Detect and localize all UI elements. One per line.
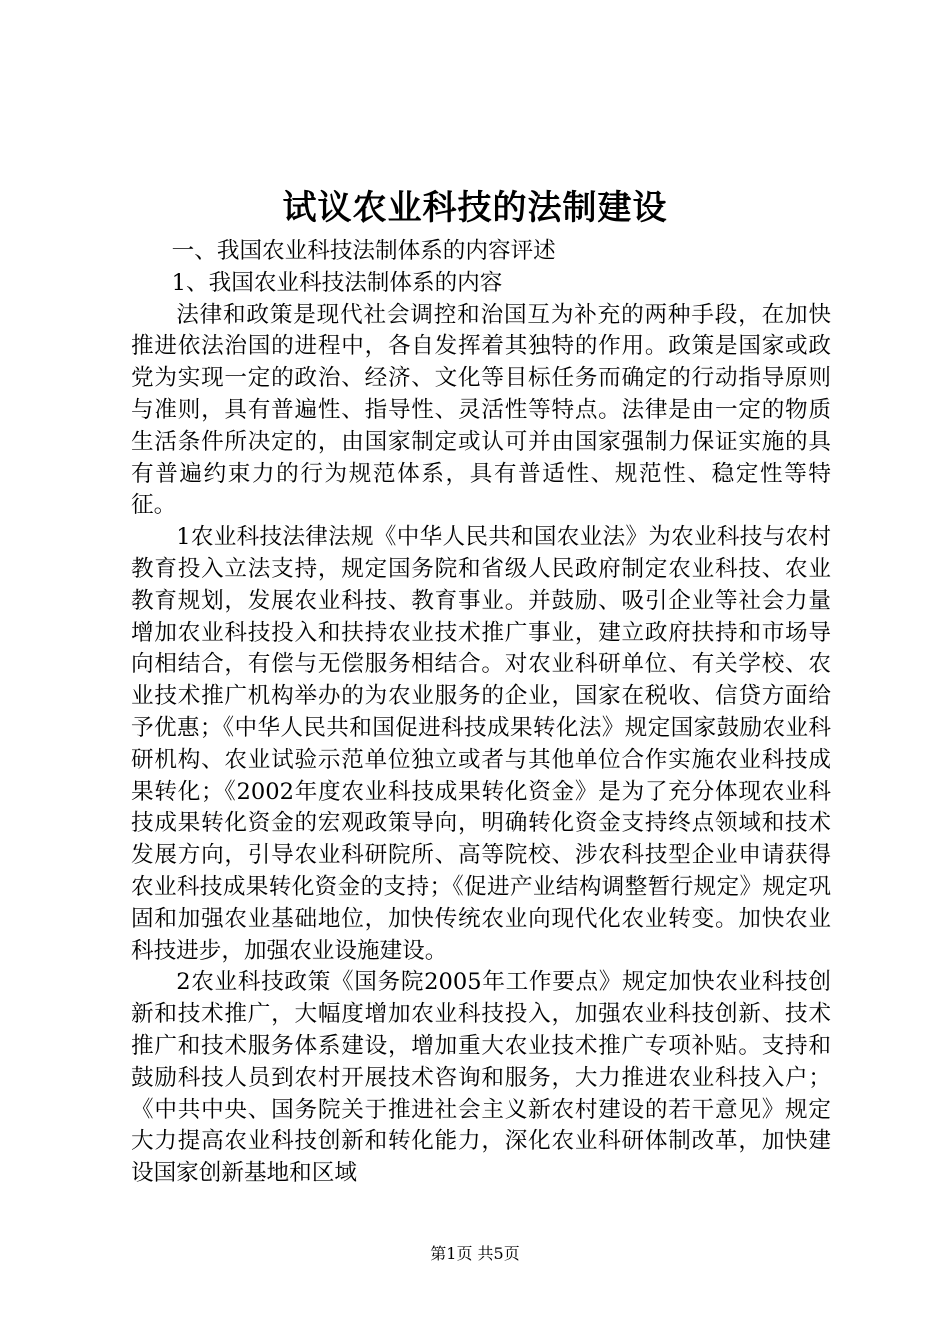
section-heading: 一、我国农业科技法制体系的内容评述 <box>171 238 556 264</box>
body-paragraph: 2农业科技政策《国务院2005年工作要点》规定加快农业科技创新和技术推广，大幅度增加农业科技投入，加强农业科技创新、技术推广和技术服务体系建设，增加重大农业技术推广专项补贴。支持和鼓励科技人员到农村开展技术咨询和服务，大力推进农业科技入户；《中共中央、国务院关于推进社会主义新农村建设的若干意见》规定大力提高农业科技创新和转化能力，深化农业科研体制改革，加快建设国家创新基地和区域 <box>131 969 831 1187</box>
page-footer: 第1页 共5页 <box>430 1244 520 1263</box>
subsection-heading: 1、我国农业科技法制体系的内容 <box>171 269 503 296</box>
body-paragraph: 1农业科技法律法规《中华人民共和国农业法》为农业科技与农村教育投入立法支持，规定国务院和省级人民政府制定农业科技、农业教育规划，发展农业科技、教育事业。并鼓励、吸引企业等社会力量增加农业科技投入和扶持农业技术推广事业，建立政府扶持和市场导向相结合，有偿与无偿服务相结合。对农业科研单位、有关学校、农业技术推广机构举办的为农业服务的企业，国家在税收、信贷方面给予优惠；《中华人民共和国促进科技成果转化法》规定国家鼓励农业科研机构、农业试验示范单位独立或者与其他单位合作实施农业科技成果转化；《2002年度农业科技成果转化资金》是为了充分体现农业科技成果转化资金的宏观政策导向，明确转化资金支持终点领域和技术发展方向，引导农业科研院所、高等院校、涉农科技型企业申请获得农业科技成果转化资金的支持；《促进产业结构调整暂行规定》规定巩固和加强农业基础地位，加快传统农业向现代化农业转变。加快农业科技进步，加强农业设施建设。 <box>131 524 831 964</box>
document-title: 试议农业科技的法制建设 <box>282 188 668 228</box>
document-body <box>131 236 831 1190</box>
body-paragraph: 法律和政策是现代社会调控和治国互为补充的两种手段，在加快推进依法治国的进程中，各自发挥着其独特的作用。政策是国家或政党为实现一定的政治、经济、文化等目标任务而确定的行动指导原则与准则，具有普遍性、指导性、灵活性等特点。法律是由一定的物质生活条件所决定的，由国家制定或认可并由国家强制力保证实施的具有普遍约束力的行为规范体系，具有普适性、规范性、稳定性等特征。 <box>131 301 831 519</box>
